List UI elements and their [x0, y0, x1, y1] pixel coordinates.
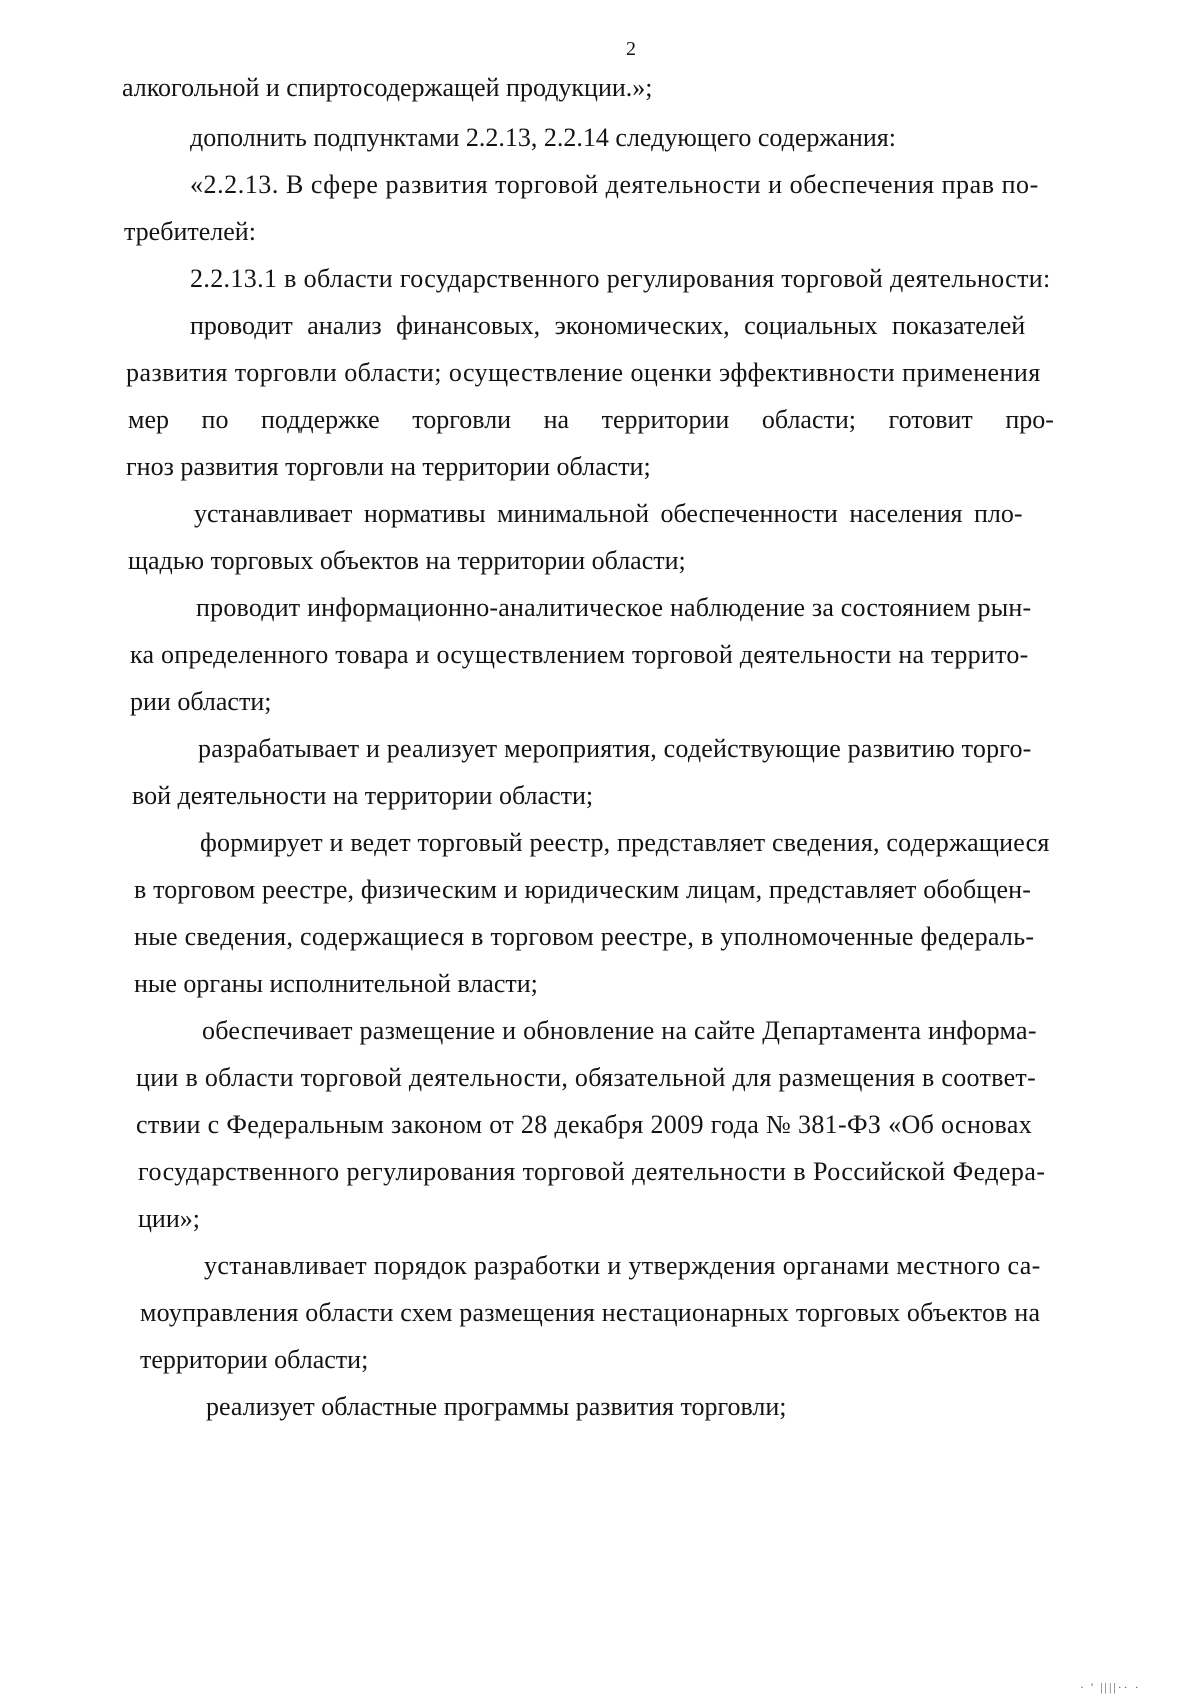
page-number: 2 [626, 38, 636, 60]
text-line: ции»; [138, 1204, 200, 1233]
text-line: обеспечивает размещение и обновление на сайте Департамента информа- [202, 1016, 1037, 1045]
scan-edge-marks: · ' ||||·· · [1080, 1680, 1141, 1694]
paragraph-line [190, 169, 1082, 201]
word: области; [761, 405, 856, 434]
text-line: ка определенного товара и осуществлением торговой деятельности на террито- [130, 640, 1029, 669]
text-line: алкогольной и спиртосодержащей продукции.»; [122, 73, 653, 102]
paragraph-line [190, 122, 1052, 154]
text-line: 2.2.13.1 в области государственного регулирования торговой деятельности: [190, 264, 1051, 293]
text-line: проводит анализ финансовых, экономических, социальных показателей [190, 311, 1026, 340]
text-line: щадью торговых объектов на территории области; [128, 546, 686, 575]
word: торговли [412, 405, 512, 434]
word: на [543, 405, 570, 434]
word: поддержке [261, 405, 380, 434]
text-line: территории области; [140, 1345, 369, 1374]
text-line: «2.2.13. В сфере развития торговой деятельности и обеспечения прав по- [190, 170, 1039, 199]
text-line: разрабатывает и реализует мероприятия, содействующие развитию торго- [198, 734, 1032, 763]
text-line: требителей: [124, 217, 256, 246]
text-line: ные сведения, содержащиеся в торговом реестре, в уполномоченные федераль- [134, 922, 1035, 951]
justified-line [128, 404, 1054, 436]
text-line: дополнить подпунктами 2.2.13, 2.2.14 следующего содержания: [190, 123, 896, 152]
text-line: реализует областные программы развития торговли; [206, 1392, 787, 1421]
text-line: государственного регулирования торговой деятельности в Российской Федера- [138, 1157, 1046, 1186]
text-line: устанавливает нормативы минимальной обеспеченности населения пло- [194, 499, 1023, 528]
word: по [201, 405, 229, 434]
text-line: ствии с Федеральным законом от 28 декабря 2009 года № 381-ФЗ «Об основах [136, 1110, 1033, 1139]
word: про- [1005, 405, 1054, 434]
text-line: рии области; [130, 687, 272, 716]
text-line: ные органы исполнительной власти; [134, 969, 538, 998]
word: готовит [888, 405, 973, 434]
text-line: проводит информационно-аналитическое наблюдение за состоянием рын- [196, 593, 1032, 622]
text-line: формирует и ведет торговый реестр, представляет сведения, содержащиеся [200, 828, 1050, 857]
text-line: моуправления области схем размещения нестационарных торговых объектов на [140, 1298, 1041, 1327]
word: территории [601, 405, 730, 434]
text-line: ции в области торговой деятельности, обязательной для размещения в соответ- [136, 1063, 1037, 1092]
text-line: в торговом реестре, физическим и юридическим лицам, представляет обобщен- [134, 875, 1032, 904]
text-line: вой деятельности на территории области; [132, 781, 594, 810]
word: мер [128, 405, 169, 434]
text-line: устанавливает порядок разработки и утверждения органами местного са- [204, 1251, 1041, 1280]
text-line: гноз развития торговли на территории области; [126, 452, 651, 481]
text-line: развития торговли области; осуществление оценки эффективности применения [126, 358, 1041, 387]
